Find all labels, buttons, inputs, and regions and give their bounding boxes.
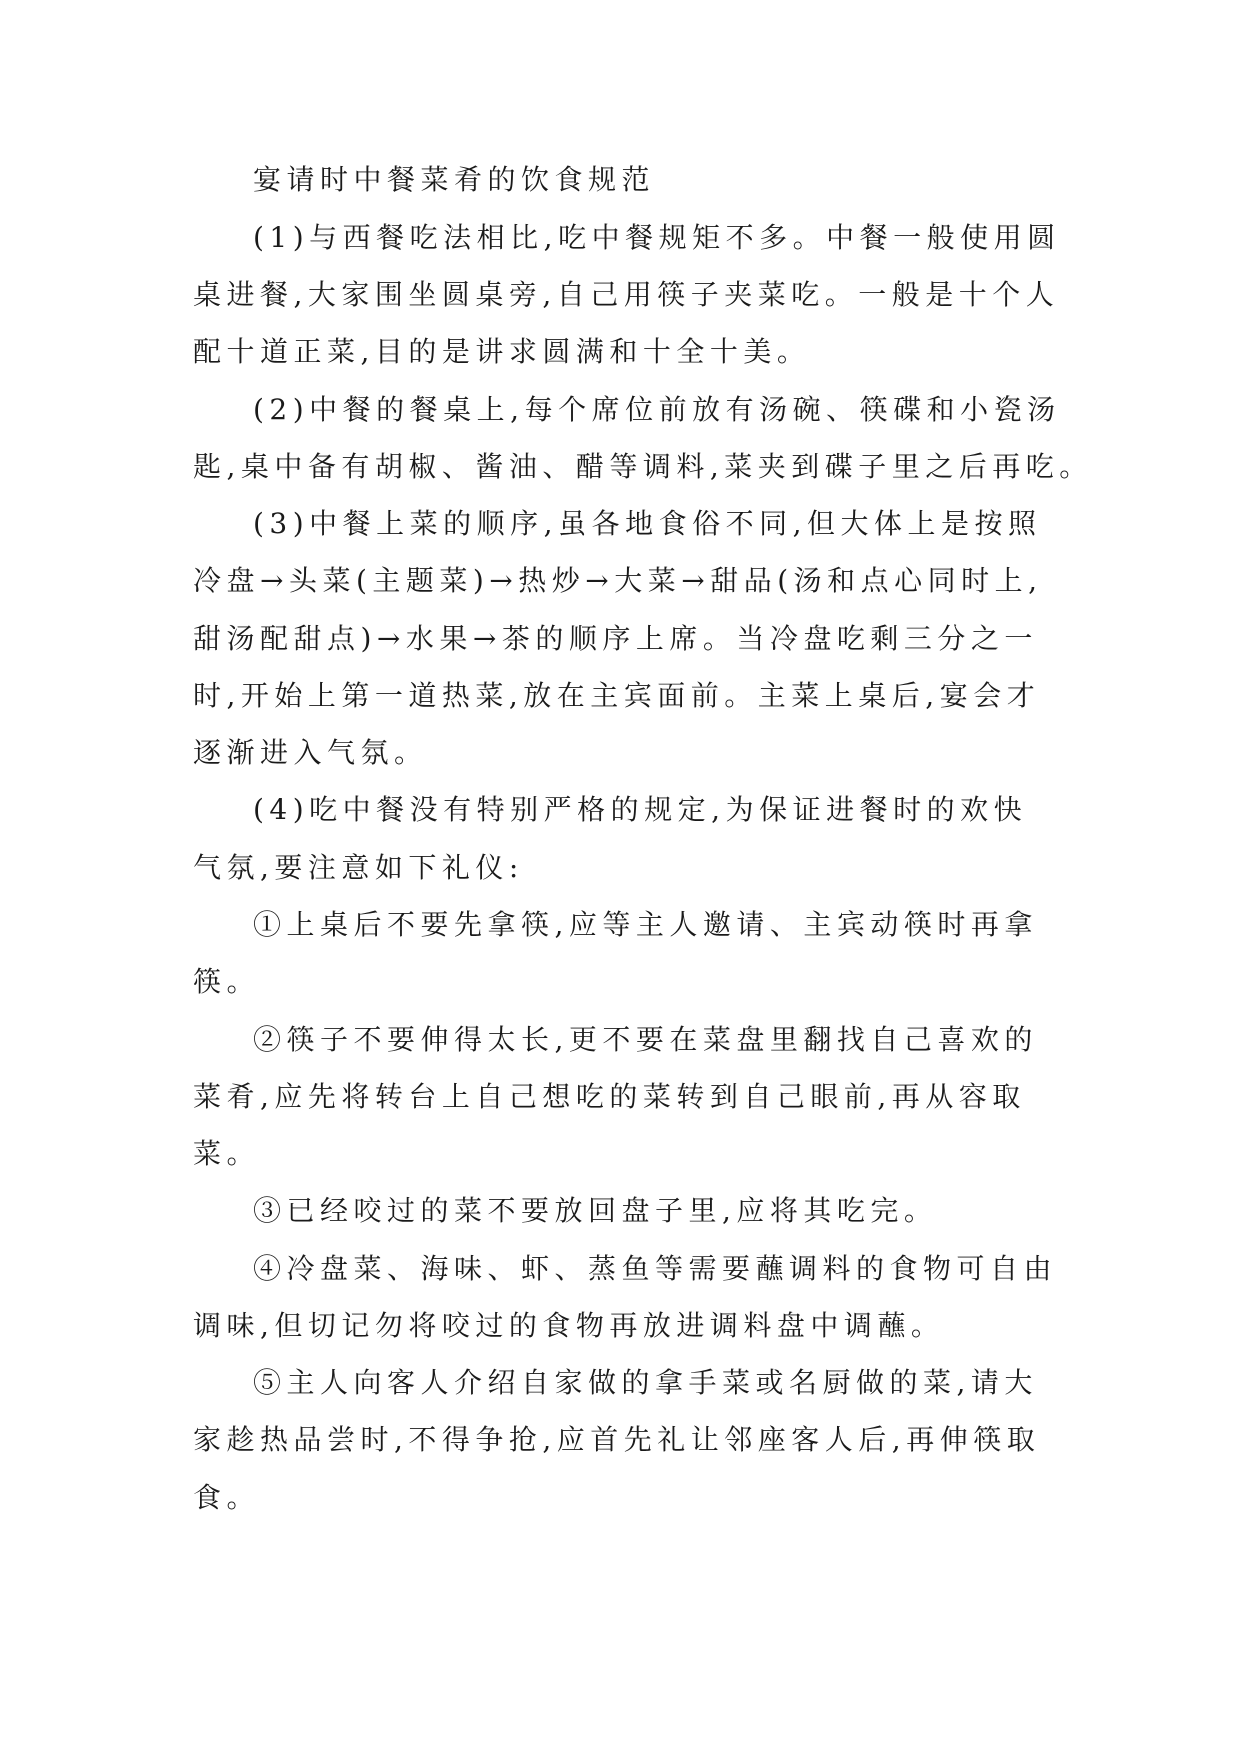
- paragraph-3-line-4: 时,开始上第一道热菜,放在主宾面前。主菜上桌后,宴会才: [193, 679, 1041, 712]
- paragraph-7-line-1: ③已经咬过的菜不要放回盘子里,应将其吃完。: [253, 1194, 938, 1227]
- paragraph-8-line-1: ④冷盘菜、海味、虾、蒸鱼等需要蘸调料的食物可自由: [253, 1252, 1058, 1285]
- paragraph-4-line-2: 气氛,要注意如下礼仪:: [193, 851, 524, 884]
- paragraph-9-line-2: 家趁热品尝时,不得争抢,应首先礼让邻座客人后,再伸筷取: [193, 1423, 1041, 1456]
- paragraph-6-line-1: ②筷子不要伸得太长,更不要在菜盘里翻找自己喜欢的: [253, 1023, 1038, 1056]
- paragraph-4-line-1: (4)吃中餐没有特别严格的规定,为保证进餐时的欢快: [253, 793, 1028, 826]
- paragraph-9-line-3: 食。: [193, 1481, 261, 1514]
- document-title: 宴请时中餐菜肴的饮食规范: [253, 163, 656, 196]
- paragraph-3-line-3: 甜汤配甜点)→水果→茶的顺序上席。当冷盘吃剩三分之一: [193, 622, 1038, 655]
- paragraph-5-line-2: 筷。: [193, 965, 261, 998]
- paragraph-3-line-2: 冷盘→头菜(主题菜)→热炒→大菜→甜品(汤和点心同时上,: [193, 564, 1043, 597]
- paragraph-2-line-1: (2)中餐的餐桌上,每个席位前放有汤碗、筷碟和小瓷汤: [253, 393, 1061, 426]
- paragraph-6-line-3: 菜。: [193, 1137, 261, 1170]
- paragraph-8-line-2: 调味,但切记勿将咬过的食物再放进调料盘中调蘸。: [193, 1309, 945, 1342]
- paragraph-3-line-5: 逐渐进入气氛。: [193, 736, 428, 769]
- paragraph-5-line-1: ①上桌后不要先拿筷,应等主人邀请、主宾动筷时再拿: [253, 908, 1038, 941]
- paragraph-1-line-3: 配十道正菜,目的是讲求圆满和十全十美。: [193, 335, 811, 368]
- paragraph-3-line-1: (3)中餐上菜的顺序,虽各地食俗不同,但大体上是按照: [253, 507, 1042, 540]
- paragraph-2-line-2: 匙,桌中备有胡椒、酱油、醋等调料,菜夹到碟子里之后再吃。: [193, 450, 1093, 483]
- paragraph-1-line-2: 桌进餐,大家围坐圆桌旁,自己用筷子夹菜吃。一般是十个人: [193, 278, 1060, 311]
- paragraph-1-line-1: (1)与西餐吃法相比,吃中餐规矩不多。中餐一般使用圆: [253, 221, 1061, 254]
- paragraph-9-line-1: ⑤主人向客人介绍自家做的拿手菜或名厨做的菜,请大: [253, 1366, 1038, 1399]
- paragraph-6-line-2: 菜肴,应先将转台上自己想吃的菜转到自己眼前,再从容取: [193, 1080, 1026, 1113]
